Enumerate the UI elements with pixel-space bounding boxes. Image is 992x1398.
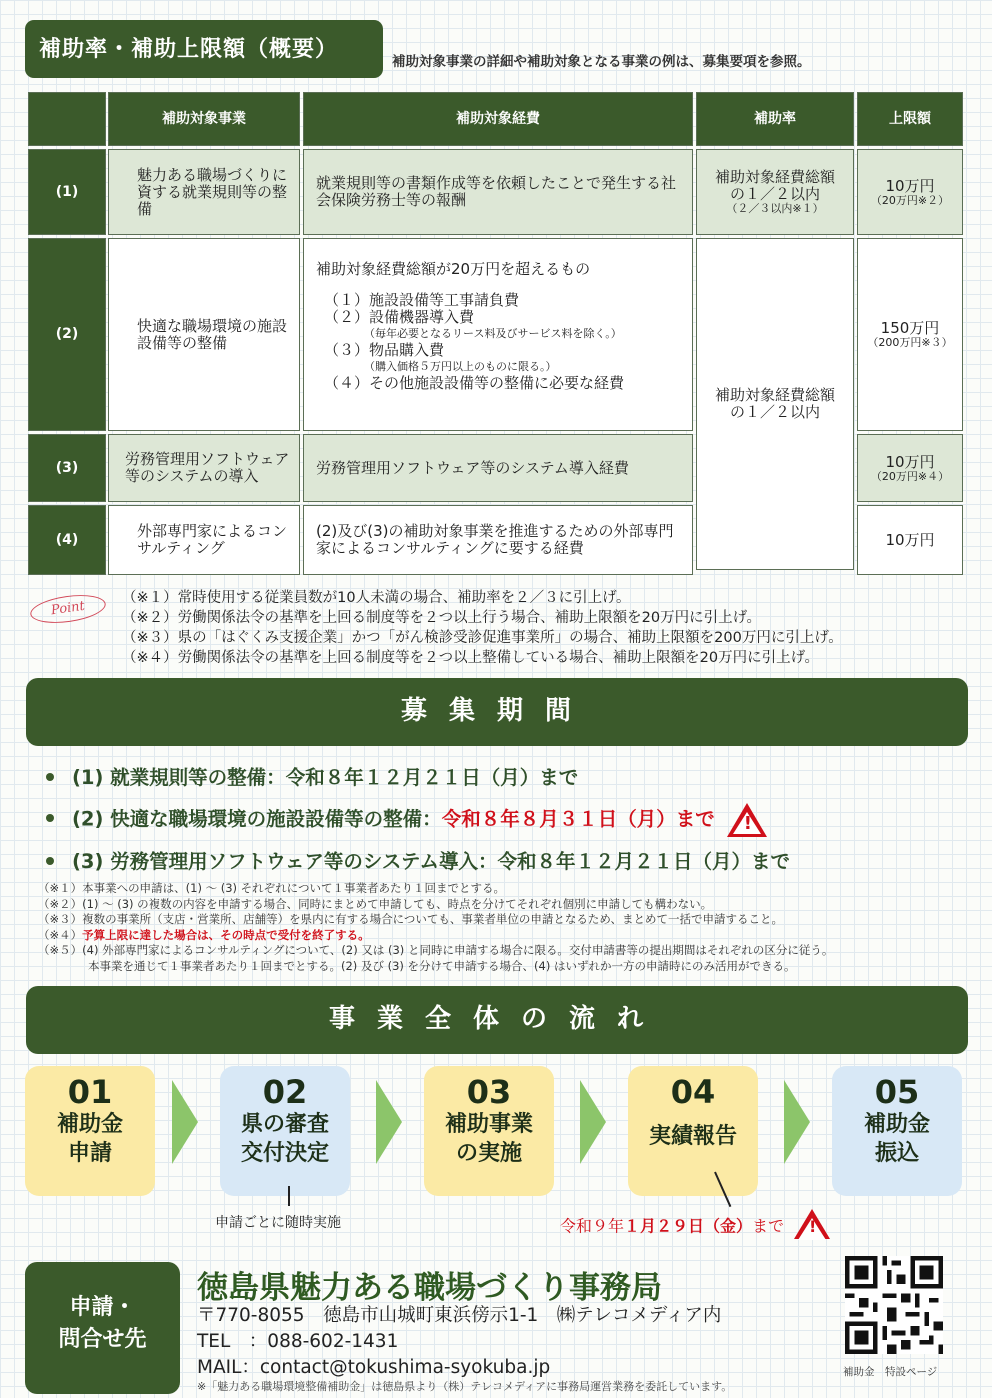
row-project: 労務管理用ソフトウェア等のシステムの導入	[108, 434, 300, 502]
period-deadline: 令和８年１２月２１日（月）まで	[497, 850, 790, 873]
row-number: (1)	[28, 149, 106, 235]
row-expense: 就業規則等の書類作成等を依頼したことで発生する社会保険労務士等の報酬	[303, 149, 693, 235]
expense-item: （２）設備機器導入費	[324, 308, 475, 326]
table-header: 補助対象経費	[303, 92, 693, 146]
step-label: の実施	[455, 1141, 522, 1166]
step-label: 交付決定	[240, 1141, 329, 1166]
note-line: （※１）本事業への申請は、(1) ～ (3) それぞれについて１事業者あたり１回までとする。	[38, 881, 505, 895]
flow-step-01	[25, 1066, 155, 1196]
note-line: （※４）労働関係法令の基準を上回る制度等を２つ以上整備している場合、補助上限額を20万円に引上げ。	[122, 650, 820, 666]
contact-label-line: 問合せ先	[58, 1327, 147, 1352]
expense-item: （３）物品購入費	[324, 341, 445, 359]
row-limit: 10万円	[857, 505, 963, 575]
row-expense: (2)及び(3)の補助対象事業を推進するための外部専門家によるコンサルティングに要する経費	[303, 505, 693, 575]
step-label: 補助金	[863, 1112, 930, 1137]
note-part: まで	[752, 1216, 785, 1236]
rate-sub: （２／３以内※１）	[726, 202, 824, 215]
row-project: 外部専門家によるコンサルティング	[108, 505, 300, 575]
period-label: (2) 快適な職場環境の施設設備等の整備：	[72, 807, 442, 831]
arrow-right-icon	[580, 1080, 606, 1164]
email-link[interactable]: MAIL：contact@tokushima-syokuba.jp	[197, 1357, 551, 1378]
connector-line	[288, 1186, 290, 1206]
step-label: 補助事業	[444, 1112, 533, 1137]
period-item	[46, 762, 578, 790]
rate-text: 補助対象経費総額の１／２以内	[714, 168, 835, 203]
flow-step-05	[832, 1066, 962, 1196]
row-number: (2)	[28, 238, 106, 431]
row-limit	[857, 238, 963, 431]
row-project: 魅力ある職場づくりに資する就業規則等の整備	[108, 149, 300, 235]
table-header-blank	[28, 92, 106, 146]
table-notes	[122, 588, 843, 668]
row-expense: 労務管理用ソフトウェア等のシステム導入経費	[303, 434, 693, 502]
bullet-icon	[46, 814, 54, 822]
note-prefix: （※４）	[38, 927, 83, 942]
arrow-right-icon	[784, 1080, 810, 1164]
note-line: （※５）(4) 外部専門家によるコンサルティングについて、(2) 又は (3) と同時に申請する場合に限る。交付申請書等の提出期間はそれぞれの区分に従う。	[38, 943, 834, 958]
limit-sub: （20万円※２）	[870, 193, 950, 207]
warning-icon	[727, 803, 767, 837]
period-label: (1) 就業規則等の整備：	[72, 766, 286, 789]
step-label: 振込	[874, 1141, 919, 1166]
point-badge: Point	[29, 591, 108, 627]
note-line: （※２）(1) ～ (3) の複数の内容を申請する場合、同時にまとめて申請しても、時点を分けてそれぞれ個別に申請しても構わない。	[38, 896, 713, 911]
expense-intro: 補助対象経費総額が20万円を超えるもの	[316, 260, 591, 278]
note-part: 令和９年	[560, 1216, 625, 1236]
address: 〒770-8055 徳島市山城町東浜傍示1-1 ㈱テレコメディア内	[197, 1305, 722, 1326]
subsidy-table	[28, 92, 964, 578]
step-number: 05	[874, 1073, 920, 1111]
period-deadline: 令和８年８月３１日（月）まで	[441, 807, 715, 831]
period-item	[46, 803, 767, 837]
row-expense	[303, 238, 693, 431]
note-line: （※２）労働関係法令の基準を上回る制度等を２つ以上行う場合、補助上限額を20万円に引上げ。	[122, 610, 762, 626]
period-item	[46, 846, 790, 874]
limit-text: 10万円	[885, 452, 935, 471]
row-project: 快適な職場環境の施設設備等の整備	[108, 238, 300, 431]
row-limit	[857, 434, 963, 502]
note-line: （※３）複数の事業所（支店・営業所、店舗等）を県内に有する場合についても、事業者単位の申請となるため、まとめて一括で申請すること。	[38, 912, 783, 927]
bullet-icon	[46, 857, 54, 865]
limit-sub: （200万円※３）	[867, 336, 953, 349]
note-red: 予算上限に達した場合は、その時点で受付を終了する。	[82, 927, 370, 942]
contact-label	[25, 1262, 180, 1394]
limit-text: 150万円	[880, 319, 940, 337]
step-number: 01	[67, 1073, 113, 1111]
row-number: (3)	[28, 434, 106, 502]
flow-step-02	[220, 1066, 350, 1196]
row-rate-shared: 補助対象経費総額の１／２以内	[696, 238, 854, 570]
contact-label-line: 申請・	[69, 1295, 136, 1320]
step-label: 実績報告	[648, 1124, 737, 1149]
bullet-icon	[46, 773, 54, 781]
warning-glyph: !	[743, 813, 752, 834]
step2-note: 申請ごとに随時実施	[215, 1215, 341, 1231]
warning-icon	[794, 1209, 830, 1239]
warning-glyph: !	[809, 1217, 817, 1236]
note-line: （※１）常時使用する従業員数が10人未満の場合、補助率を２／３に引上げ。	[122, 590, 631, 606]
note-line: 本事業を通じて１事業者あたり１回までとする。(2) 及び (3) を分けて申請する場合、(4) はいずれか一方の申請時にのみ活用ができる。	[88, 958, 796, 973]
step-label: 申請	[67, 1141, 112, 1166]
step-number: 02	[262, 1073, 308, 1111]
expense-item-note: （購入価格５万円以上のものに限る。）	[364, 360, 557, 373]
expense-item-note: （毎年必要となるリース料及びサービス料を除く。）	[364, 327, 622, 340]
arrow-right-icon	[376, 1080, 402, 1164]
row-number: (4)	[28, 505, 106, 575]
arrow-right-icon	[172, 1080, 198, 1164]
period-banner: 募集期間	[26, 678, 968, 746]
expense-item: （１）施設設備等工事請負費	[324, 291, 520, 309]
note-part: １月２９日（金）	[624, 1216, 753, 1236]
table-header: 補助率	[696, 92, 854, 146]
period-deadline: 令和８年１２月２１日（月）まで	[285, 766, 579, 789]
qr-caption: 補助金 特設ページ	[843, 1366, 938, 1378]
note-line: （※３）県の「はぐくみ支援企業」かつ「がん検診受診促進事業所」の場合、補助上限額を200万円に引上げ。	[122, 630, 843, 646]
step-label: 県の審査	[240, 1112, 329, 1137]
note-line	[38, 928, 833, 944]
phone: TEL ：088-602-1431	[197, 1331, 399, 1352]
step-number: 04	[670, 1073, 716, 1111]
limit-text: 10万円	[885, 176, 935, 195]
table-header: 上限額	[857, 92, 963, 146]
table-header: 補助対象事業	[108, 92, 300, 146]
flow-step-04	[628, 1066, 758, 1196]
expense-item: （４）その他施設設備等の整備に必要な経費	[324, 374, 625, 392]
flow-step-03	[424, 1066, 554, 1196]
step4-note	[560, 1212, 830, 1242]
limit-sub: （20万円※４）	[870, 469, 950, 483]
step-number: 03	[466, 1073, 512, 1111]
row-limit	[857, 149, 963, 235]
organization-name: 徳島県魅力ある職場づくり事務局	[197, 1270, 662, 1306]
step-label: 補助金	[56, 1112, 123, 1137]
period-label: (3) 労務管理用ソフトウェア等のシステム導入：	[72, 850, 498, 873]
flow-banner: 事業全体の流れ	[26, 986, 968, 1054]
footnote: ※「魅力ある職場環境整備補助金」は徳島県より（株）テレコメディアに事務局運営業務を委託しています。	[197, 1380, 733, 1393]
section-title: 補助率・補助上限額（概要）	[25, 20, 383, 78]
row-rate	[696, 149, 854, 235]
period-notes	[38, 881, 833, 975]
qr-code[interactable]	[845, 1256, 943, 1354]
section-note: 補助対象事業の詳細や補助対象となる事業の例は、募集要項を参照。	[392, 54, 811, 70]
